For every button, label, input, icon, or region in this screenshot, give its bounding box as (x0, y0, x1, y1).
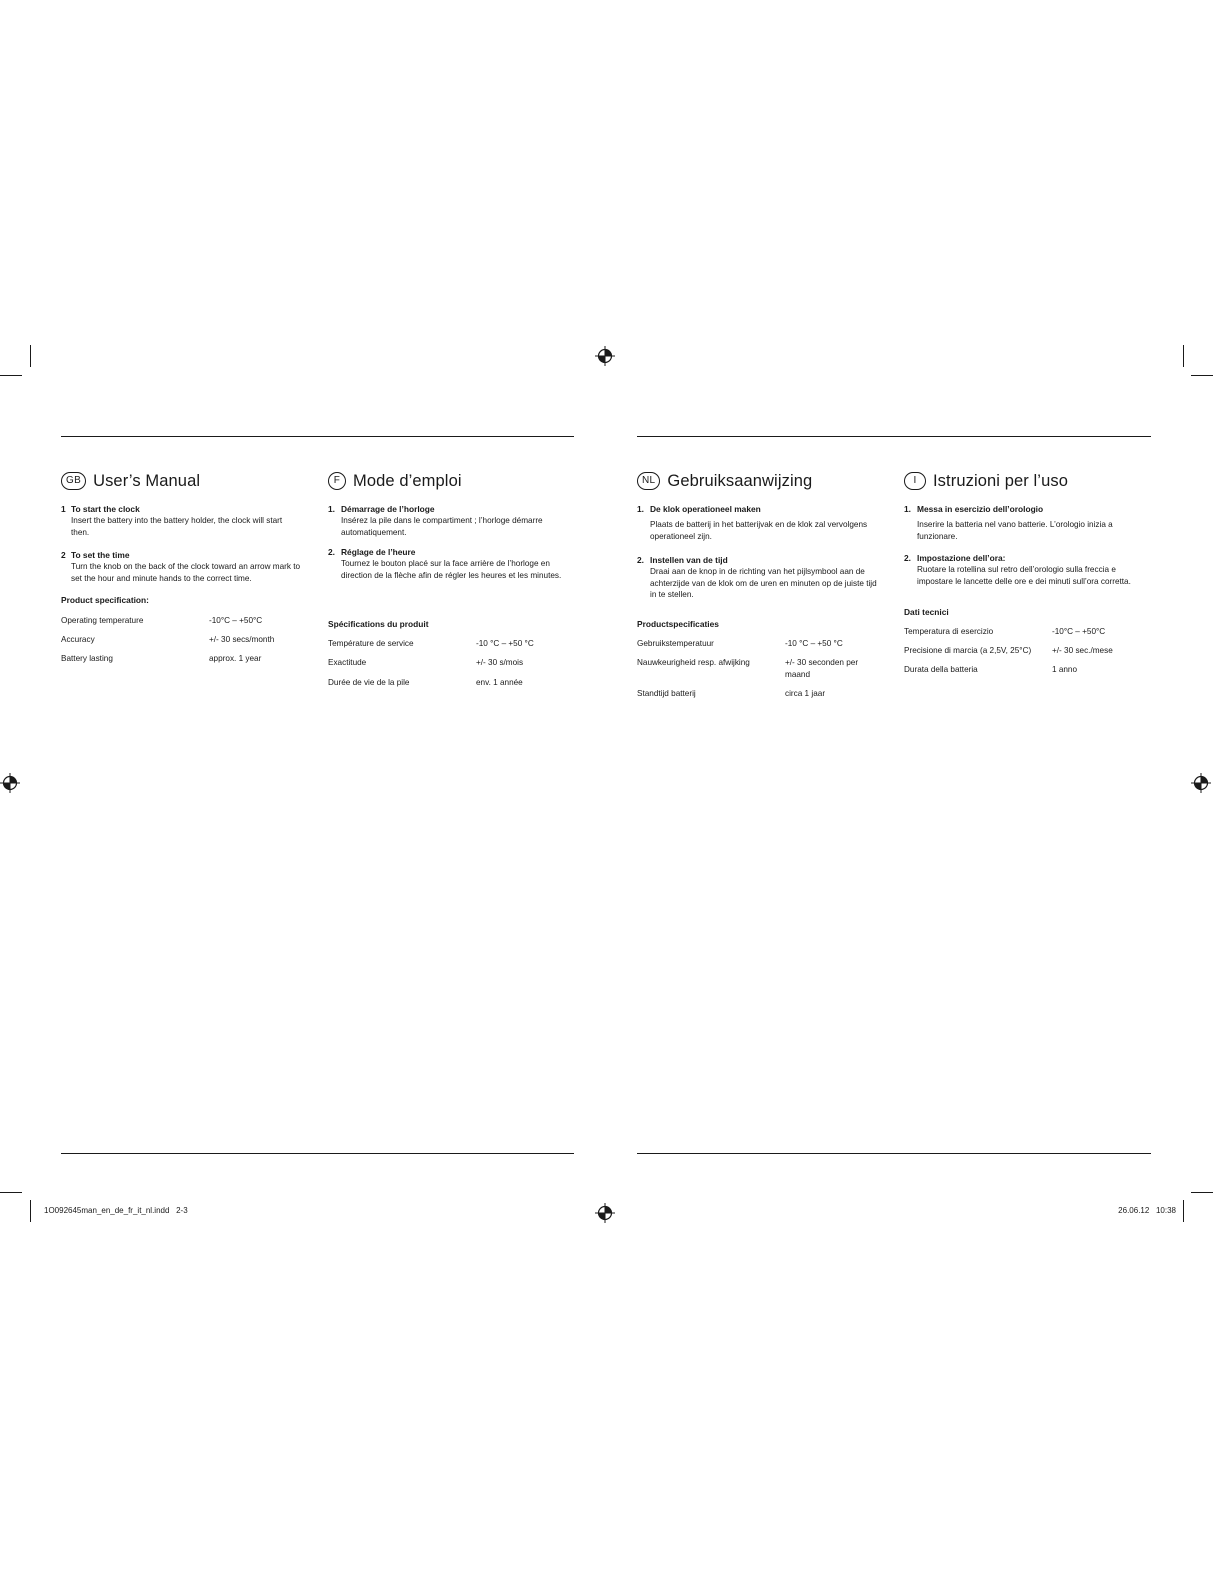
spec-heading: Dati tecnici (904, 607, 949, 617)
step-title: De klok operationeel maken (650, 504, 761, 514)
spec-value: +/- 30 secs/month (209, 635, 275, 644)
section-nl (637, 468, 877, 708)
step-text: Inserire la batteria nel vano batterie. L’orologio inizia a funzionare. (917, 520, 1113, 541)
section-header (61, 468, 301, 494)
section-header (637, 468, 877, 494)
spec-label: Standtijd batterij (637, 689, 696, 698)
step-number: 1 (61, 504, 66, 514)
crop-mark (30, 345, 31, 367)
section-title: User’s Manual (93, 471, 201, 490)
spec-value: -10°C – +50°C (1052, 627, 1106, 636)
spec-label: Accuracy (61, 635, 95, 644)
spec-label: Exactitude (328, 658, 367, 667)
step-number: 2. (328, 547, 335, 557)
footer-datetime: 26.06.12 10:38 (1118, 1206, 1176, 1215)
section-fr (328, 468, 568, 698)
step-number: 1. (637, 504, 644, 514)
spec-label: Durée de vie de la pile (328, 678, 410, 687)
spec-label: Gebruikstemperatuur (637, 639, 714, 648)
spec-heading: Product specification: (61, 595, 149, 605)
spec-value: -10°C – +50°C (209, 616, 263, 625)
step-1 (61, 503, 301, 538)
spec-value: -10 °C – +50 °C (476, 639, 534, 648)
spec-value: env. 1 année (476, 678, 523, 687)
section-title: Gebruiksaanwijzing (667, 471, 813, 490)
section-it (904, 468, 1154, 698)
registration-mark-left (0, 773, 20, 793)
crop-mark (1191, 1192, 1213, 1193)
step-title: Impostazione dell’ora: (917, 553, 1006, 563)
spec-value: circa 1 jaar (785, 689, 826, 698)
crop-mark (0, 1192, 22, 1193)
spec-value: 1 anno (1052, 665, 1078, 674)
spec-value: +/- 30 s/mois (476, 658, 524, 667)
step-text: Turn the knob on the back of the clock toward an arrow mark to set the hour and minute hands to the correct time. (71, 562, 301, 583)
crop-mark (1191, 375, 1213, 376)
crop-mark (1183, 1200, 1184, 1222)
spec-label: Precisione di marcia (a 2,5V, 25°C) (904, 646, 1032, 655)
step-1 (328, 503, 568, 538)
spec-label: Temperatura di esercizio (904, 627, 994, 636)
language-badge: NL (637, 472, 660, 490)
step-number: 2. (904, 553, 911, 563)
step-title: Instellen van de tijd (650, 555, 728, 565)
spec-label: Battery lasting (61, 654, 113, 663)
step-number: 1. (328, 504, 335, 514)
section-title: Istruzioni per l’uso (933, 471, 1068, 490)
registration-mark-bottom (595, 1203, 615, 1223)
step-number: 2 (61, 550, 66, 560)
language-badge: F (328, 472, 346, 490)
spec-heading: Productspecificaties (637, 619, 719, 629)
step-1 (904, 503, 1154, 542)
section-gb (61, 468, 301, 698)
step-text: Draai aan de knop in de richting van het pijlsymbool aan de achterzijde van de klok om de uren en minuten op de juiste tijd in te stellen. (650, 567, 877, 600)
footer-filename: 1O092645man_en_de_fr_it_nl.indd 2-3 (44, 1206, 188, 1215)
step-title: Messa in esercizio dell’orologio (917, 504, 1044, 514)
step-2 (328, 546, 568, 581)
spec-label: Operating temperature (61, 616, 144, 625)
step-2 (637, 554, 877, 601)
step-text: Insérez la pile dans le compartiment ; l’horloge démarre automatiquement. (341, 516, 543, 537)
section-header (328, 468, 568, 494)
spec-value: +/- 30 seconden per maand (785, 658, 859, 679)
step-title: Réglage de l’heure (341, 547, 416, 557)
crop-mark (0, 375, 22, 376)
spec-label: Température de service (328, 639, 414, 648)
top-rule-left (61, 436, 574, 437)
section-title: Mode d’emploi (353, 471, 462, 490)
spec-value: -10 °C – +50 °C (785, 639, 843, 648)
step-text: Ruotare la rotellina sul retro dell’orologio sulla freccia e impostare le lancette delle ore e dei minuti sull’ora corretta. (917, 565, 1131, 586)
registration-mark-right (1191, 773, 1211, 793)
bottom-rule-right (637, 1153, 1151, 1154)
step-title: Démarrage de l’horloge (341, 504, 435, 514)
spec-value: +/- 30 sec./mese (1052, 646, 1113, 655)
language-badge: GB (61, 472, 86, 490)
step-text: Tournez le bouton placé sur la face arrière de l’horloge en direction de la flèche afin de régler les heures et les minutes. (341, 559, 562, 580)
step-2 (61, 549, 301, 584)
spec-heading: Spécifications du produit (328, 619, 429, 629)
step-number: 1. (904, 504, 911, 514)
step-text: Insert the battery into the battery holder, the clock will start then. (71, 516, 283, 537)
step-title: To start the clock (71, 504, 140, 514)
registration-mark-top (595, 346, 615, 366)
step-title: To set the time (71, 550, 130, 560)
step-number: 2. (637, 555, 644, 565)
section-header (904, 468, 1154, 494)
top-rule-right (637, 436, 1151, 437)
step-text: Plaats de batterij in het batterijvak en de klok zal vervolgens operationeel zijn. (650, 520, 868, 541)
bottom-rule-left (61, 1153, 574, 1154)
crop-mark (30, 1200, 31, 1222)
spec-label: Nauwkeurigheid resp. afwijking (637, 658, 750, 667)
step-2 (904, 552, 1154, 587)
language-badge: I (904, 472, 926, 490)
spec-label: Durata della batteria (904, 665, 978, 674)
spec-value: approx. 1 year (209, 654, 262, 663)
step-1 (637, 503, 877, 542)
crop-mark (1183, 345, 1184, 367)
